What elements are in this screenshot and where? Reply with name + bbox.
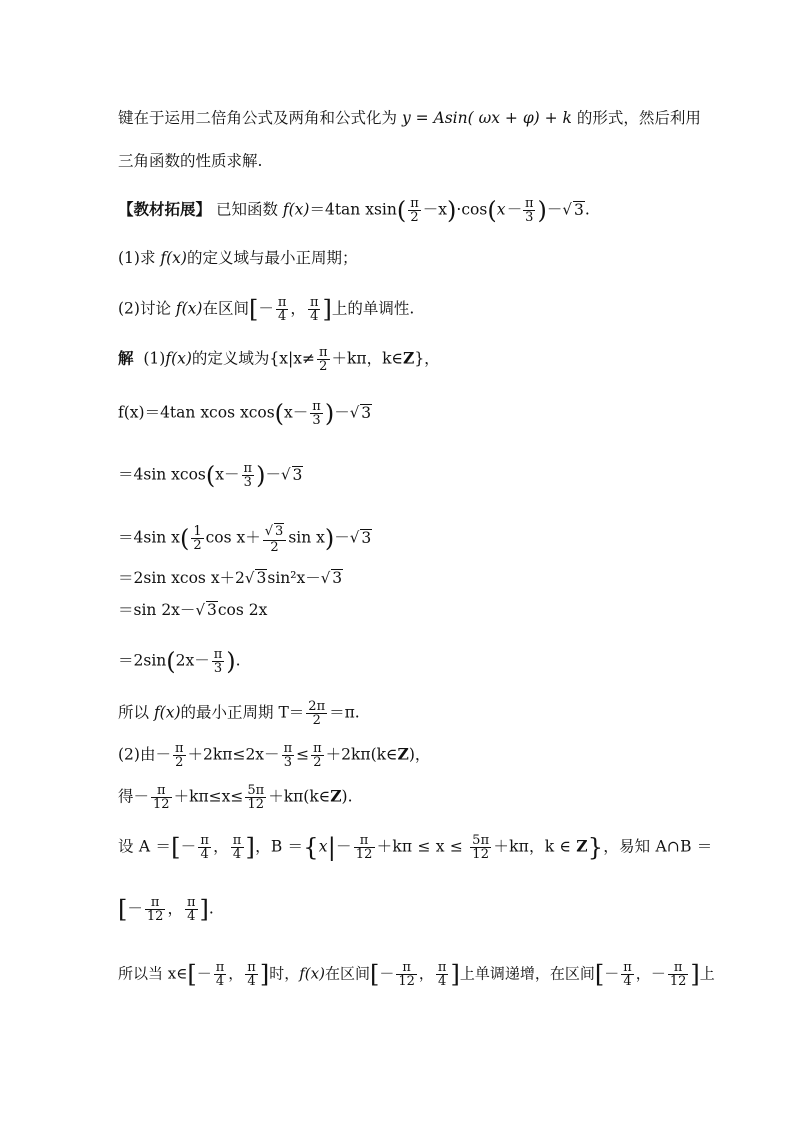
sqrt-sign: √ — [349, 403, 360, 422]
denominator: 2 — [410, 210, 419, 225]
numerator: π — [174, 741, 184, 756]
denominator: 4 — [247, 974, 256, 989]
fraction — [245, 961, 258, 988]
text: 所以 — [118, 703, 154, 722]
sqrt-radicand: 3 — [292, 465, 303, 484]
numerator: π — [232, 833, 242, 848]
equation-1 — [118, 400, 694, 427]
fraction — [191, 525, 203, 552]
text: － — [334, 403, 350, 422]
text: ＋kπ≤x≤ — [173, 787, 244, 806]
integer-set: Z — [330, 786, 342, 806]
text: ， — [213, 837, 229, 856]
text-line-2: 三角函数的性质求解. — [118, 152, 263, 170]
bracket-left: [ — [118, 895, 128, 924]
numerator: π — [524, 196, 534, 211]
intersection-result — [118, 896, 694, 923]
fraction — [231, 834, 244, 861]
denominator: 3 — [243, 475, 252, 490]
text: ＋kπ(k∈ — [268, 787, 331, 806]
sqrt-sign: √ — [349, 528, 360, 547]
numerator: π — [200, 833, 210, 848]
sqrt-radicand: 3 — [207, 601, 217, 619]
bracket-right: ] — [690, 960, 700, 989]
text: － — [379, 964, 395, 983]
paren-right: ) — [324, 524, 335, 553]
fraction — [173, 742, 186, 769]
denominator: 3 — [525, 210, 534, 225]
denominator: 3 — [283, 755, 292, 770]
bracket-right: ] — [322, 295, 332, 324]
solution-2-result — [118, 784, 694, 811]
sqrt-radicand: 3 — [573, 200, 584, 219]
formula: y = Asin( ωx + φ) + k — [401, 109, 572, 127]
text: 2x－ — [175, 651, 210, 670]
numerator: π — [247, 960, 256, 975]
text: － — [335, 837, 352, 856]
fraction — [621, 961, 634, 988]
text: ＋kπ，k∈ — [331, 349, 403, 368]
text: ＝4sin xcos — [118, 465, 206, 484]
fraction — [263, 523, 287, 554]
fraction — [242, 462, 255, 489]
paren-right: ) — [537, 196, 547, 225]
text: 的定义域为{x|x≠ — [191, 349, 315, 368]
numerator: 2π — [308, 699, 326, 714]
text: ＝sin 2x－ — [118, 601, 196, 619]
text: cos x＋ — [205, 528, 261, 547]
text: 的定义域与最小正周期； — [186, 249, 358, 267]
denominator: 4 — [200, 847, 209, 862]
numerator: π — [283, 741, 293, 756]
denominator: 4 — [438, 974, 447, 989]
text: ＋kπ，k ∈ — [493, 837, 577, 856]
solution-1 — [118, 346, 694, 373]
paren-left: ( — [205, 461, 216, 490]
denominator: 4 — [623, 974, 632, 989]
text: ， — [418, 964, 434, 983]
bracket-right: ] — [259, 960, 270, 989]
sqrt-radicand: 3 — [332, 569, 343, 587]
function-name: f(x) — [160, 249, 187, 267]
denominator: 2 — [313, 755, 322, 770]
text: 设 A ＝ — [118, 837, 172, 856]
denominator: 4 — [215, 974, 225, 989]
text: － — [604, 964, 620, 983]
bracket-left: [ — [594, 960, 605, 989]
text: － — [334, 528, 350, 547]
fraction — [145, 896, 166, 923]
text: (1) — [143, 349, 166, 368]
text: sin²x－ — [267, 569, 321, 587]
text: (2)讨论 — [118, 299, 176, 318]
denominator: 2 — [312, 713, 321, 728]
numerator: π — [186, 895, 196, 910]
sqrt-radicand: 3 — [361, 403, 372, 422]
text: 已知函数 — [215, 200, 283, 219]
numerator: π — [151, 784, 172, 798]
numerator: π — [309, 295, 319, 310]
text-line-1 — [118, 108, 701, 128]
numerator — [263, 523, 287, 541]
text: ，易知 A∩B ＝ — [603, 837, 713, 856]
paren-left: ( — [274, 399, 285, 428]
denominator: 4 — [232, 847, 242, 862]
denominator: 4 — [187, 909, 196, 924]
text: 的形式，然后利用 — [571, 109, 701, 127]
sqrt-sign: √ — [264, 524, 274, 539]
sqrt-sign: √ — [562, 200, 572, 219]
fraction — [245, 784, 266, 811]
text: 上 — [699, 964, 715, 983]
numerator: π — [354, 834, 375, 848]
text: }， — [414, 349, 440, 368]
denominator: 4 — [278, 309, 287, 324]
denominator: 12 — [146, 909, 164, 924]
brace-right: } — [587, 833, 604, 862]
paren-right: ) — [256, 461, 266, 490]
fraction — [151, 784, 172, 811]
sqrt-radicand: 3 — [361, 528, 372, 547]
text: ＝4tan xsin — [309, 200, 397, 219]
text: ， — [290, 299, 306, 318]
text: 键在于运用二倍角公式及两角和公式化为 — [118, 109, 402, 127]
text: － — [258, 299, 274, 318]
paren-right: ) — [447, 196, 457, 225]
conclusion-line — [118, 960, 715, 989]
fraction — [317, 346, 330, 373]
denominator: 12 — [153, 797, 170, 812]
paren-left: ( — [487, 196, 497, 225]
denominator: 2 — [193, 538, 202, 553]
text: －x — [422, 200, 448, 219]
bracket-left: [ — [171, 833, 181, 862]
numerator: π — [668, 961, 689, 975]
integer-set: Z — [402, 348, 415, 368]
fraction — [354, 834, 375, 861]
fraction — [276, 296, 289, 323]
equation-3 — [118, 523, 694, 554]
paren-left: ( — [396, 196, 407, 225]
text: x－ — [215, 465, 240, 484]
numerator: π — [410, 196, 419, 211]
numerator: π — [312, 399, 321, 414]
denominator: 3 — [213, 661, 223, 676]
fraction — [306, 700, 327, 727]
text: － — [546, 200, 563, 219]
denominator: 12 — [669, 974, 687, 989]
text: － — [127, 899, 143, 918]
tag-label: 【教材拓展】 — [118, 199, 212, 219]
text: ). — [341, 787, 353, 806]
question-2 — [118, 296, 694, 323]
numerator: π — [213, 647, 223, 662]
text: x — [318, 837, 328, 856]
numerator: π — [396, 961, 417, 975]
brace-left: { — [303, 833, 319, 862]
bracket-left: [ — [187, 960, 197, 989]
fraction — [185, 896, 198, 923]
question-1 — [118, 248, 694, 268]
integer-set: Z — [397, 744, 409, 764]
text: 所以当 x∈ — [118, 964, 188, 983]
denominator: 2 — [270, 540, 279, 555]
text: cos 2x — [217, 601, 268, 619]
numerator: 5π — [472, 833, 490, 848]
integer-set: Z — [576, 836, 588, 856]
text: ·cos — [456, 200, 488, 219]
text: 时， — [269, 964, 300, 983]
solution-label: 解 — [118, 348, 134, 368]
numerator: π — [145, 896, 166, 910]
fraction — [311, 742, 324, 769]
text: ＝2sin — [118, 651, 167, 670]
equation-5 — [118, 600, 694, 620]
vbar: | — [327, 833, 336, 862]
paren-right: ) — [226, 647, 236, 676]
bracket-left: [ — [369, 960, 380, 989]
text: . — [584, 200, 590, 219]
text: 上单调递增，在区间 — [459, 964, 595, 983]
numerator: π — [318, 345, 328, 360]
denominator: 12 — [472, 847, 490, 862]
bracket-right: ] — [199, 895, 209, 924]
text: ＝4sin x — [118, 528, 180, 547]
function-name: f(x) — [282, 200, 310, 219]
text: － — [196, 964, 212, 983]
paren-left: ( — [179, 524, 190, 553]
fraction — [310, 400, 323, 427]
period-line — [118, 700, 694, 727]
fraction — [408, 197, 421, 224]
equation-6 — [118, 648, 694, 675]
sqrt-radicand: 3 — [256, 569, 267, 587]
numerator: π — [623, 960, 632, 975]
fraction — [396, 961, 417, 988]
text: 在区间 — [202, 299, 249, 318]
text: . — [235, 651, 241, 670]
textbook-extension — [118, 197, 694, 224]
bracket-right: ] — [450, 960, 460, 989]
text: 得－ — [118, 787, 150, 806]
paren-right: ) — [324, 399, 335, 428]
denominator: 3 — [312, 413, 321, 428]
text: (1)求 — [118, 249, 161, 267]
fraction — [212, 648, 225, 675]
denominator: 4 — [310, 309, 319, 324]
set-definition — [118, 833, 713, 862]
denominator: 12 — [247, 797, 265, 812]
fraction — [470, 834, 491, 861]
bracket-left: [ — [248, 295, 259, 324]
numerator: 5π — [247, 783, 265, 798]
text: ， — [635, 964, 651, 983]
text: 上的单调性. — [331, 299, 415, 318]
text: ＋kπ ≤ x ≤ — [376, 837, 469, 856]
numerator: π — [437, 960, 447, 975]
function-name: f(x) — [299, 964, 325, 983]
equation-4 — [118, 568, 694, 588]
text: ， — [228, 964, 244, 983]
solution-2-inequality — [118, 742, 694, 769]
text: ＋2kπ≤2x－ — [187, 745, 280, 764]
text: f(x)＝4tan xcos xcos — [118, 403, 275, 422]
numerator: π — [313, 741, 322, 756]
fraction — [523, 197, 536, 224]
text: (2)由－ — [118, 745, 171, 764]
text: 在区间 — [324, 964, 370, 983]
sqrt-sign: √ — [280, 465, 291, 484]
paren-left: ( — [166, 647, 176, 676]
fraction — [282, 742, 295, 769]
denominator: 12 — [355, 847, 373, 862]
text: )， — [408, 745, 431, 764]
text: － — [265, 465, 281, 484]
sqrt-radicand: 3 — [275, 524, 284, 539]
text: 的最小正周期 T＝ — [180, 703, 305, 722]
text: ＋2kπ(k∈ — [325, 745, 398, 764]
function-name: f(x) — [175, 299, 203, 318]
function-name: f(x) — [165, 349, 192, 368]
fraction — [308, 296, 321, 323]
text: － — [650, 964, 666, 983]
text: ≤ — [296, 745, 310, 764]
numerator: 1 — [193, 524, 202, 539]
sqrt-sign: √ — [320, 569, 331, 587]
text: . — [208, 899, 214, 918]
function-name: f(x) — [153, 703, 181, 722]
text: x－ — [496, 200, 521, 219]
fraction — [436, 961, 449, 988]
numerator: π — [215, 960, 225, 975]
text: ＝π. — [329, 703, 360, 722]
fraction — [198, 834, 211, 861]
text: x－ — [284, 403, 309, 422]
denominator: 12 — [398, 974, 415, 989]
equation-2 — [118, 462, 694, 489]
numerator: π — [243, 461, 253, 476]
denominator: 2 — [319, 359, 328, 374]
bracket-right: ] — [245, 833, 256, 862]
denominator: 2 — [175, 755, 184, 770]
text: － — [180, 837, 197, 856]
sqrt-sign: √ — [244, 569, 255, 587]
numerator: π — [277, 295, 287, 310]
text: ＝2sin xcos x＋2 — [118, 569, 245, 587]
text: sin x — [288, 528, 325, 547]
text: ， — [167, 899, 183, 918]
text: ，B ＝ — [255, 837, 304, 856]
sqrt-sign: √ — [195, 601, 205, 619]
fraction — [668, 961, 689, 988]
fraction — [214, 961, 227, 988]
